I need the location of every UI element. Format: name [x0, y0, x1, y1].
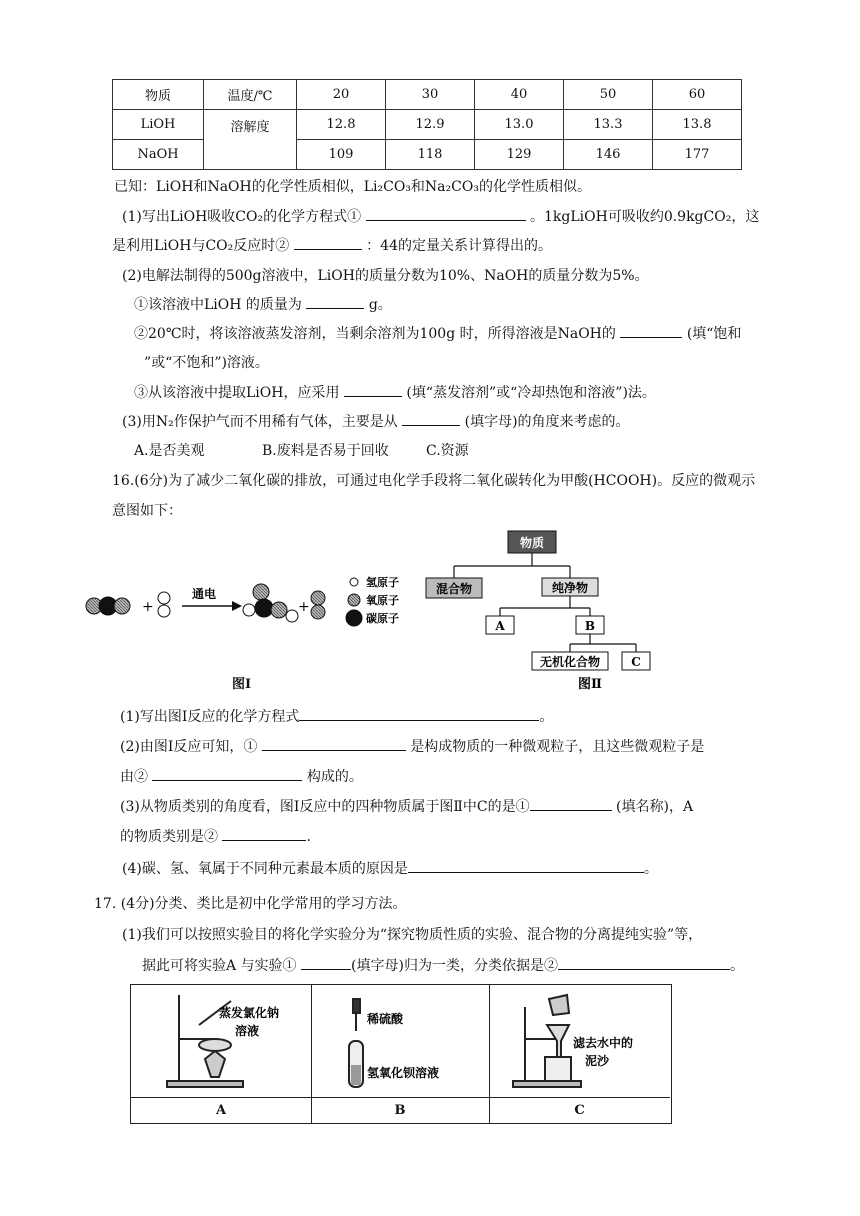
- h2-molecule: [158, 592, 170, 617]
- q15-part1-cont: [112, 235, 552, 255]
- option-c: C.资源: [426, 443, 469, 459]
- tree-a-label: A: [495, 619, 505, 633]
- table-row: [113, 80, 742, 110]
- answer-blank[interactable]: [620, 323, 682, 338]
- q15-part2: (2)电解法制得的500g溶液中，LiOH的质量分数为10%、NaOH的质量分数为5%。: [122, 268, 649, 284]
- table-cell: 129: [475, 140, 564, 170]
- answer-blank[interactable]: [301, 955, 351, 970]
- table-cell: 12.9: [386, 110, 475, 140]
- text: 的物质类别是②: [120, 829, 218, 845]
- q15-part2-2-cont: ”或“不饱和”)溶液。: [144, 355, 269, 371]
- answer-blank[interactable]: [222, 826, 306, 841]
- text: 是利用LiOH与CO₂反应时②: [112, 238, 290, 254]
- text: .: [306, 829, 311, 845]
- experiment-c-text2: 泥沙: [585, 1054, 610, 1068]
- o2-molecule: [311, 591, 325, 619]
- text: 。1kgLiOH可吸收约0.9kgCO₂，这: [530, 209, 760, 225]
- text: (填名称)，A: [616, 799, 694, 815]
- text: 据此可将实验A 与实验①: [142, 958, 297, 974]
- legend-oxygen: 氧原子: [366, 594, 399, 607]
- co2-molecule: [86, 597, 130, 615]
- evaporation-apparatus-icon: [131, 985, 311, 1097]
- experiment-b-text: 稀硫酸: [367, 1012, 404, 1026]
- experiment-a-text2: 溶液: [235, 1024, 260, 1038]
- tree-inorganic-label: 无机化合物: [539, 655, 601, 669]
- q17-part1: (1)我们可以按照实验目的将化学实验分为“探究物质性质的实验、混合物的分离提纯实验”等，: [122, 927, 703, 943]
- q16-part1: [120, 706, 553, 726]
- classification-tree: [420, 526, 680, 696]
- q15-part1: [122, 206, 759, 226]
- arrow-icon: [182, 601, 242, 611]
- table-cell: LiOH: [113, 110, 204, 140]
- hcooh-molecule: [243, 584, 298, 622]
- text: 由②: [120, 769, 148, 785]
- q16-part2-cont: [120, 766, 363, 786]
- legend-hydrogen: 氢原子: [366, 576, 399, 589]
- text: (2)由图Ⅰ反应可知，①: [120, 739, 258, 755]
- experiment-c-text: 滤去水中的: [573, 1036, 634, 1050]
- tree-b-label: B: [584, 619, 596, 633]
- carbon-legend-icon: [346, 610, 362, 626]
- table-cell: 109: [297, 140, 386, 170]
- table-cell: 177: [653, 140, 742, 170]
- table-header-cell: 50: [564, 80, 653, 110]
- q16-stem: 16.(6分)为了减少二氧化碳的排放，可通过电化学手段将二氧化碳转化为甲酸(HCOOH)。反应的微观示: [112, 473, 756, 489]
- text: ②20℃时，将该溶液蒸发溶剂，当剩余溶剂为100g 时，所得溶液是NaOH的: [134, 326, 616, 342]
- table-cell: 118: [386, 140, 475, 170]
- solubility-table: [112, 79, 742, 170]
- plus-sign: +: [298, 599, 310, 615]
- table-cell: 13.8: [653, 110, 742, 140]
- text: ③从该溶液中提取LiOH，应采用: [134, 385, 340, 401]
- text: (填“蒸发溶剂”或“冷却热饱和溶液”)法。: [406, 385, 656, 401]
- table-cell: 13.0: [475, 110, 564, 140]
- q16-part3: [120, 796, 693, 816]
- table-header-cell: 40: [475, 80, 564, 110]
- q16-part4: [122, 858, 658, 878]
- q15-part2-2: [134, 323, 741, 343]
- text: (3)用N₂作保护气而不用稀有气体，主要是从: [122, 414, 398, 430]
- table-header-cell: 物质: [113, 80, 204, 110]
- q15-part3: [122, 411, 630, 431]
- experiment-c-image: [489, 985, 670, 1097]
- experiment-c-label: C: [489, 1097, 670, 1124]
- experiment-a-text: 蒸发氯化钠: [219, 1006, 280, 1020]
- option-b: B.废料是否易于回收: [262, 443, 389, 459]
- table-cell: NaOH: [113, 140, 204, 170]
- answer-blank[interactable]: [262, 736, 406, 751]
- answer-blank[interactable]: [294, 235, 362, 250]
- table-header-cell: 20: [297, 80, 386, 110]
- answer-blank[interactable]: [306, 294, 364, 309]
- text: (4)碳、氢、氧属于不同种元素最本质的原因是: [122, 861, 408, 877]
- table-row: [113, 110, 742, 140]
- figure-1-caption: 图Ⅰ: [232, 677, 252, 692]
- legend-carbon: 碳原子: [366, 612, 399, 625]
- text: (填字母)的角度来考虑的。: [464, 414, 630, 430]
- text: ：44的定量关系计算得出的。: [366, 238, 552, 254]
- option-a: A.是否美观: [134, 443, 205, 459]
- table-cell: 12.8: [297, 110, 386, 140]
- table-cell: 13.3: [564, 110, 653, 140]
- text: ①该溶液中LiOH 的质量为: [134, 297, 302, 313]
- text: 。: [643, 861, 658, 877]
- answer-blank[interactable]: [530, 796, 612, 811]
- table-header-cell: 温度/℃: [204, 80, 297, 110]
- q16-part2: [120, 736, 704, 756]
- hydrogen-legend-icon: [350, 578, 358, 586]
- text: (填字母)归为一类，分类依据是②: [351, 958, 558, 974]
- table-header-cell: 60: [653, 80, 742, 110]
- text: 。: [729, 958, 744, 974]
- text: (填“饱和: [686, 326, 742, 342]
- tree-root-label: 物质: [519, 536, 545, 550]
- oxygen-legend-icon: [348, 594, 360, 606]
- experiment-a-image: [131, 985, 312, 1097]
- answer-blank[interactable]: [299, 706, 539, 721]
- answer-blank[interactable]: [344, 382, 402, 397]
- text: 构成的。: [306, 769, 363, 785]
- text: (1)写出图Ⅰ反应的化学方程式: [120, 709, 300, 725]
- text: g。: [368, 297, 392, 313]
- text: (1)写出LiOH吸收CO₂的化学方程式①: [122, 209, 362, 225]
- arrow-label: 通电: [192, 587, 217, 601]
- q15-part2-3: [134, 382, 656, 402]
- answer-blank[interactable]: [402, 411, 460, 426]
- experiment-b-image: [311, 985, 490, 1097]
- experiment-b-text2: 氢氧化钡溶液: [367, 1066, 440, 1080]
- q15-part2-1: [134, 294, 392, 314]
- reaction-diagram: [84, 570, 414, 650]
- table-cell: 146: [564, 140, 653, 170]
- table-cell: 溶解度: [204, 110, 297, 170]
- tree-mix-label: 混合物: [435, 582, 473, 596]
- figure-2-caption: 图Ⅱ: [578, 677, 602, 692]
- table-header-cell: 30: [386, 80, 475, 110]
- q16-stem-cont: 意图如下：: [112, 503, 182, 519]
- answer-blank[interactable]: [558, 955, 730, 970]
- answer-blank[interactable]: [366, 206, 526, 221]
- plus-sign: +: [142, 599, 154, 615]
- experiment-a-label: A: [131, 1097, 312, 1124]
- text: 。: [539, 709, 554, 725]
- known-note: 已知：LiOH和NaOH的化学性质相似，Li₂CO₃和Na₂CO₃的化学性质相似。: [114, 179, 591, 195]
- experiment-b-label: B: [311, 1097, 490, 1124]
- filtration-apparatus-icon: [489, 985, 670, 1097]
- answer-blank[interactable]: [408, 858, 644, 873]
- experiment-panel: [130, 984, 672, 1124]
- q17-stem: 17. (4分)分类、类比是初中化学常用的学习方法。: [94, 896, 407, 912]
- test-tube-icon: [311, 985, 489, 1097]
- text: 是构成物质的一种微观粒子，且这些微观粒子是: [410, 739, 705, 755]
- text: (3)从物质类别的角度看，图Ⅰ反应中的四种物质属于图Ⅱ中C的是①: [120, 799, 530, 815]
- tree-pure-label: 纯净物: [551, 581, 589, 595]
- tree-c-label: C: [631, 655, 641, 669]
- answer-blank[interactable]: [152, 766, 302, 781]
- q17-part1-cont: [142, 955, 744, 975]
- q16-part3-cont: [120, 826, 311, 846]
